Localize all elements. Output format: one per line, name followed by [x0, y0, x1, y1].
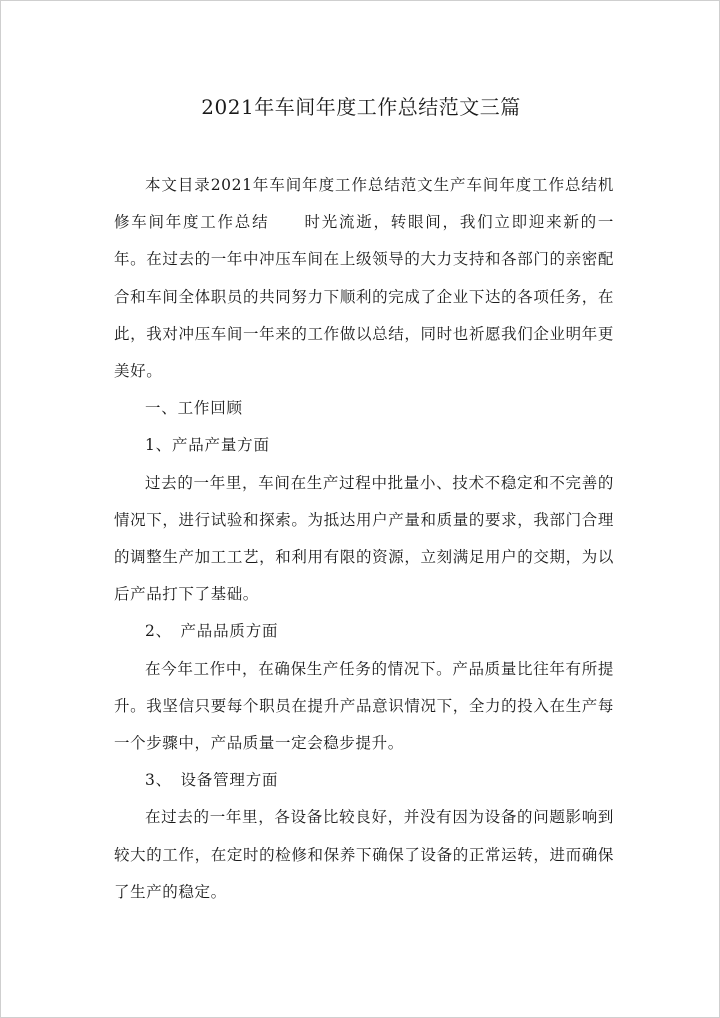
subheading-quality: 2、 产品品质方面	[145, 622, 279, 641]
intro-table-of-contents: 本文目录2021年车间年度工作总结范文生产车间年度工作总结机修车间年度工作总结	[114, 176, 614, 232]
intro-text: 时光流逝，转眼间，我们立即迎来新的一年。在过去的一年中冲压车间在上级领导的大力支持和各部门的亲密配合和车间全体职员的共同努力下顺利的完成了企业下达的各项任务，在此，我对冲压车间一年来的工作做以总结，同时也祈愿我们企业明年更美好。	[114, 213, 614, 381]
intro-paragraph	[114, 167, 614, 390]
section-heading-work-review: 一、工作回顾	[145, 399, 243, 418]
subheading-equipment: 3、 设备管理方面	[145, 771, 279, 790]
document-body	[114, 167, 614, 911]
document-title: 2021年车间年度工作总结范文三篇	[201, 95, 521, 119]
paragraph-output: 过去的一年里，车间在生产过程中批量小、技术不稳定和不完善的情况下，进行试验和探索。为抵达用户产量和质量的要求，我部门合理的调整生产加工工艺，和利用有限的资源，立刻满足用户的交期，为以后产品打下了基础。	[114, 473, 614, 604]
paragraph-quality: 在今年工作中，在确保生产任务的情况下。产品质量比往年有所提升。我坚信只要每个职员在提升产品意识情况下，全力的投入在生产每一个步骤中，产品质量一定会稳步提升。	[114, 659, 614, 753]
subheading-output: 1、产品产量方面	[145, 436, 270, 455]
paragraph-equipment: 在过去的一年里，各设备比较良好，并没有因为设备的问题影响到较大的工作，在定时的检修和保养下确保了设备的正常运转，进而确保了生产的稳定。	[114, 808, 614, 901]
